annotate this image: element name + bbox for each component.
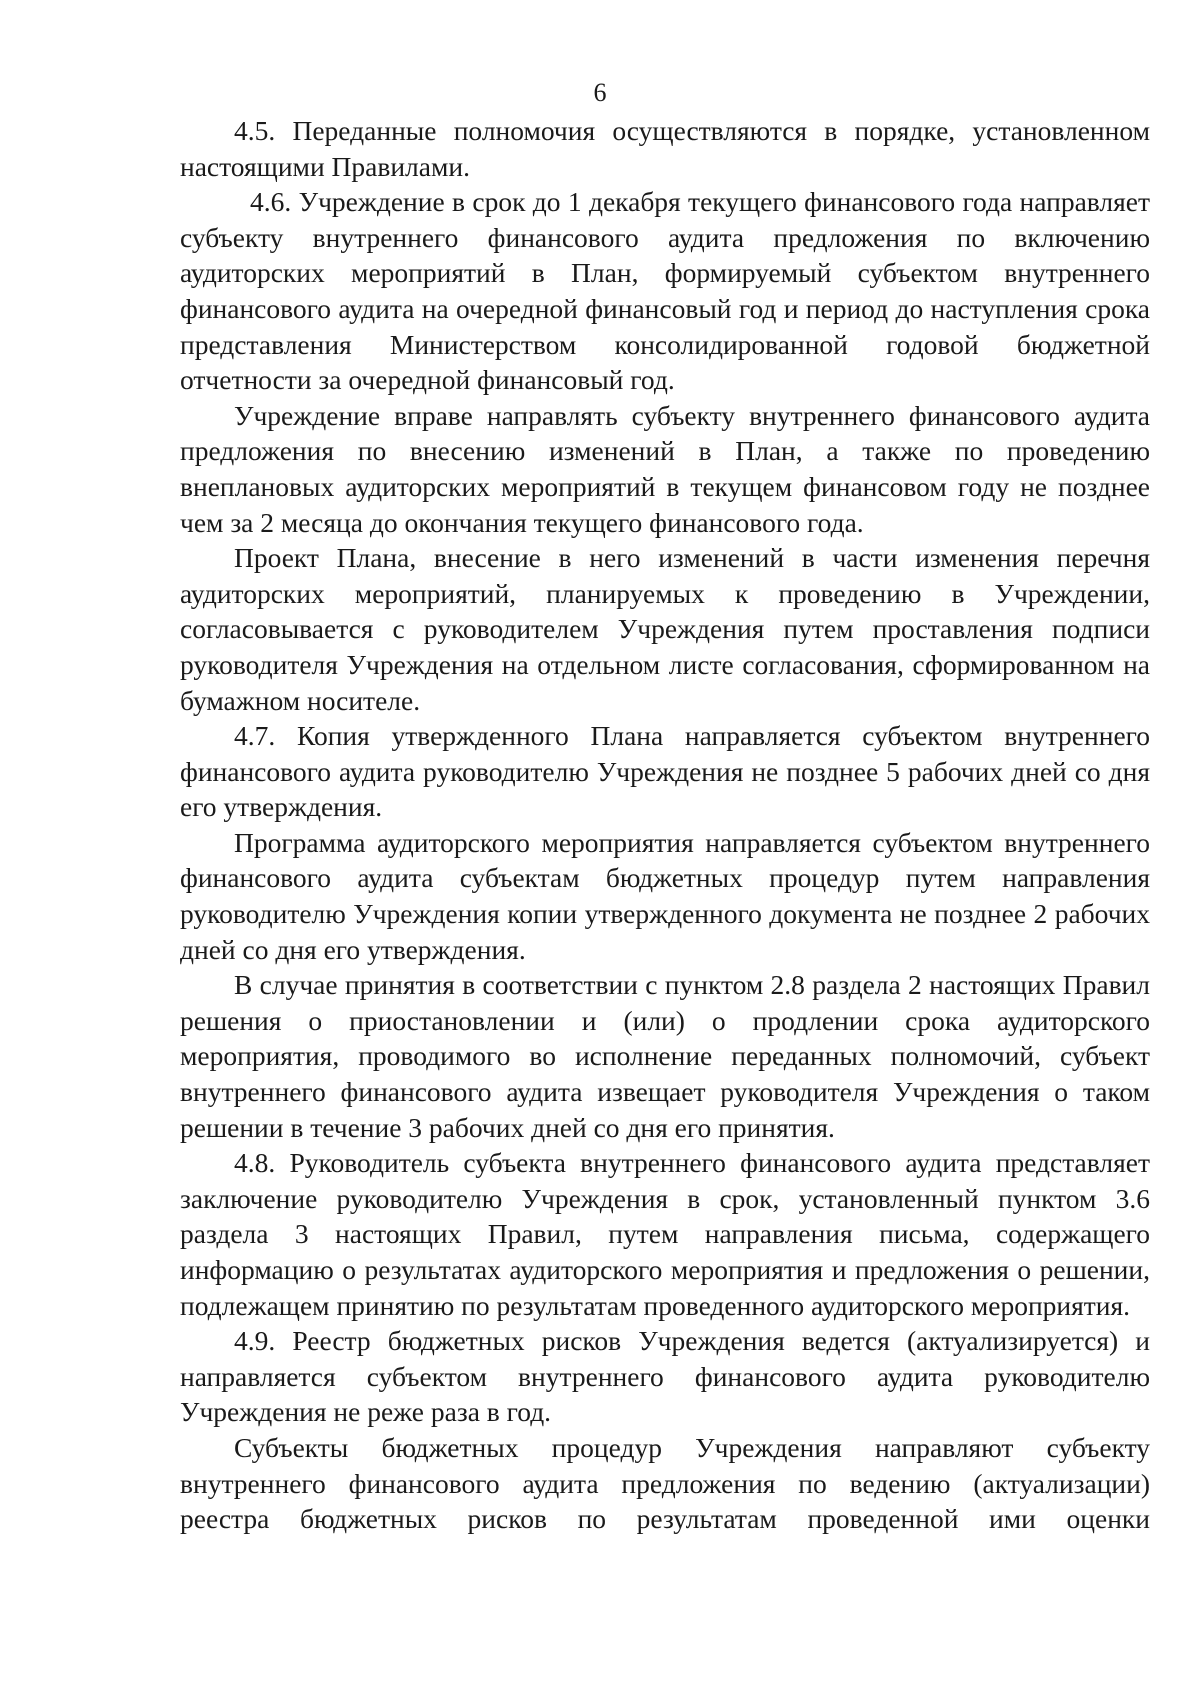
- paragraph-4-9: 4.9. Реестр бюджетных рисков Учреждения ведется (актуализируется) и направляется субъектом внутреннего финансового аудита руководителю Учреждения не реже раза в год.: [180, 1325, 1150, 1428]
- document-body: [180, 113, 1150, 1537]
- page-number: 6: [593, 78, 607, 107]
- paragraph-4-8: 4.8. Руководитель субъекта внутреннего финансового аудита представляет заключение руководителю Учреждения в срок, установленный пунктом 3.6 раздела 3 настоящих Правил, путем направления письма, содержащего информацию о результатах аудиторского мероприятия и предложения о решении, подлежащем принятию по результатам проведенного аудиторского мероприятия.: [180, 1147, 1150, 1321]
- paragraph-4-5: 4.5. Переданные полномочия осуществляются в порядке, установленном настоящими Правилами.: [180, 115, 1150, 182]
- paragraph-risk-registry: Субъекты бюджетных процедур Учреждения направляют субъекту внутреннего финансового аудита предложения по ведению (актуализации) реестра бюджетных рисков по результатам проведенной ими оценки: [180, 1431, 1150, 1535]
- paragraph-suspension: В случае принятия в соответствии с пунктом 2.8 раздела 2 настоящих Правил решения о приостановлении и (или) о продлении срока аудиторского мероприятия, проводимого во исполнение переданных полномочий, субъект внутреннего финансового аудита извещает руководителя Учреждения о таком решении в течение 3 рабочих дней со дня его принятия.: [180, 969, 1150, 1143]
- paragraph-4-6: 4.6. Учреждение в срок до 1 декабря текущего финансового года направляет субъекту внутреннего финансового аудита предложения по включению аудиторских мероприятий в План, формируемый субъектом внутреннего финансового аудита на очередной финансовый год и период до наступления срока представления Министерством консолидированной годовой бюджетной отчетности за очередной финансовый год.: [180, 186, 1150, 396]
- paragraph-plan-approval: Проект Плана, внесение в него изменений в части изменения перечня аудиторских мероприятий, планируемых к проведению в Учреждении, согласовывается с руководителем Учреждения путем проставления подписи руководителя Учреждения на отдельном листе согласования, сформированном на бумажном носителе.: [180, 542, 1150, 716]
- paragraph-4-7: 4.7. Копия утвержденного Плана направляется субъектом внутреннего финансового аудита руководителю Учреждения не позднее 5 рабочих дней со дня его утверждения.: [180, 720, 1150, 823]
- paragraph-audit-program: Программа аудиторского мероприятия направляется субъектом внутреннего финансового аудита субъектам бюджетных процедур путем направления руководителю Учреждения копии утвержденного документа не позднее 2 рабочих дней со дня его утверждения.: [180, 826, 1150, 965]
- paragraph-plan-changes: Учреждение вправе направлять субъекту внутреннего финансового аудита предложения по внесению изменений в План, а также по проведению внеплановых аудиторских мероприятий в текущем финансовом году не позднее чем за 2 месяца до окончания текущего финансового года.: [180, 399, 1150, 538]
